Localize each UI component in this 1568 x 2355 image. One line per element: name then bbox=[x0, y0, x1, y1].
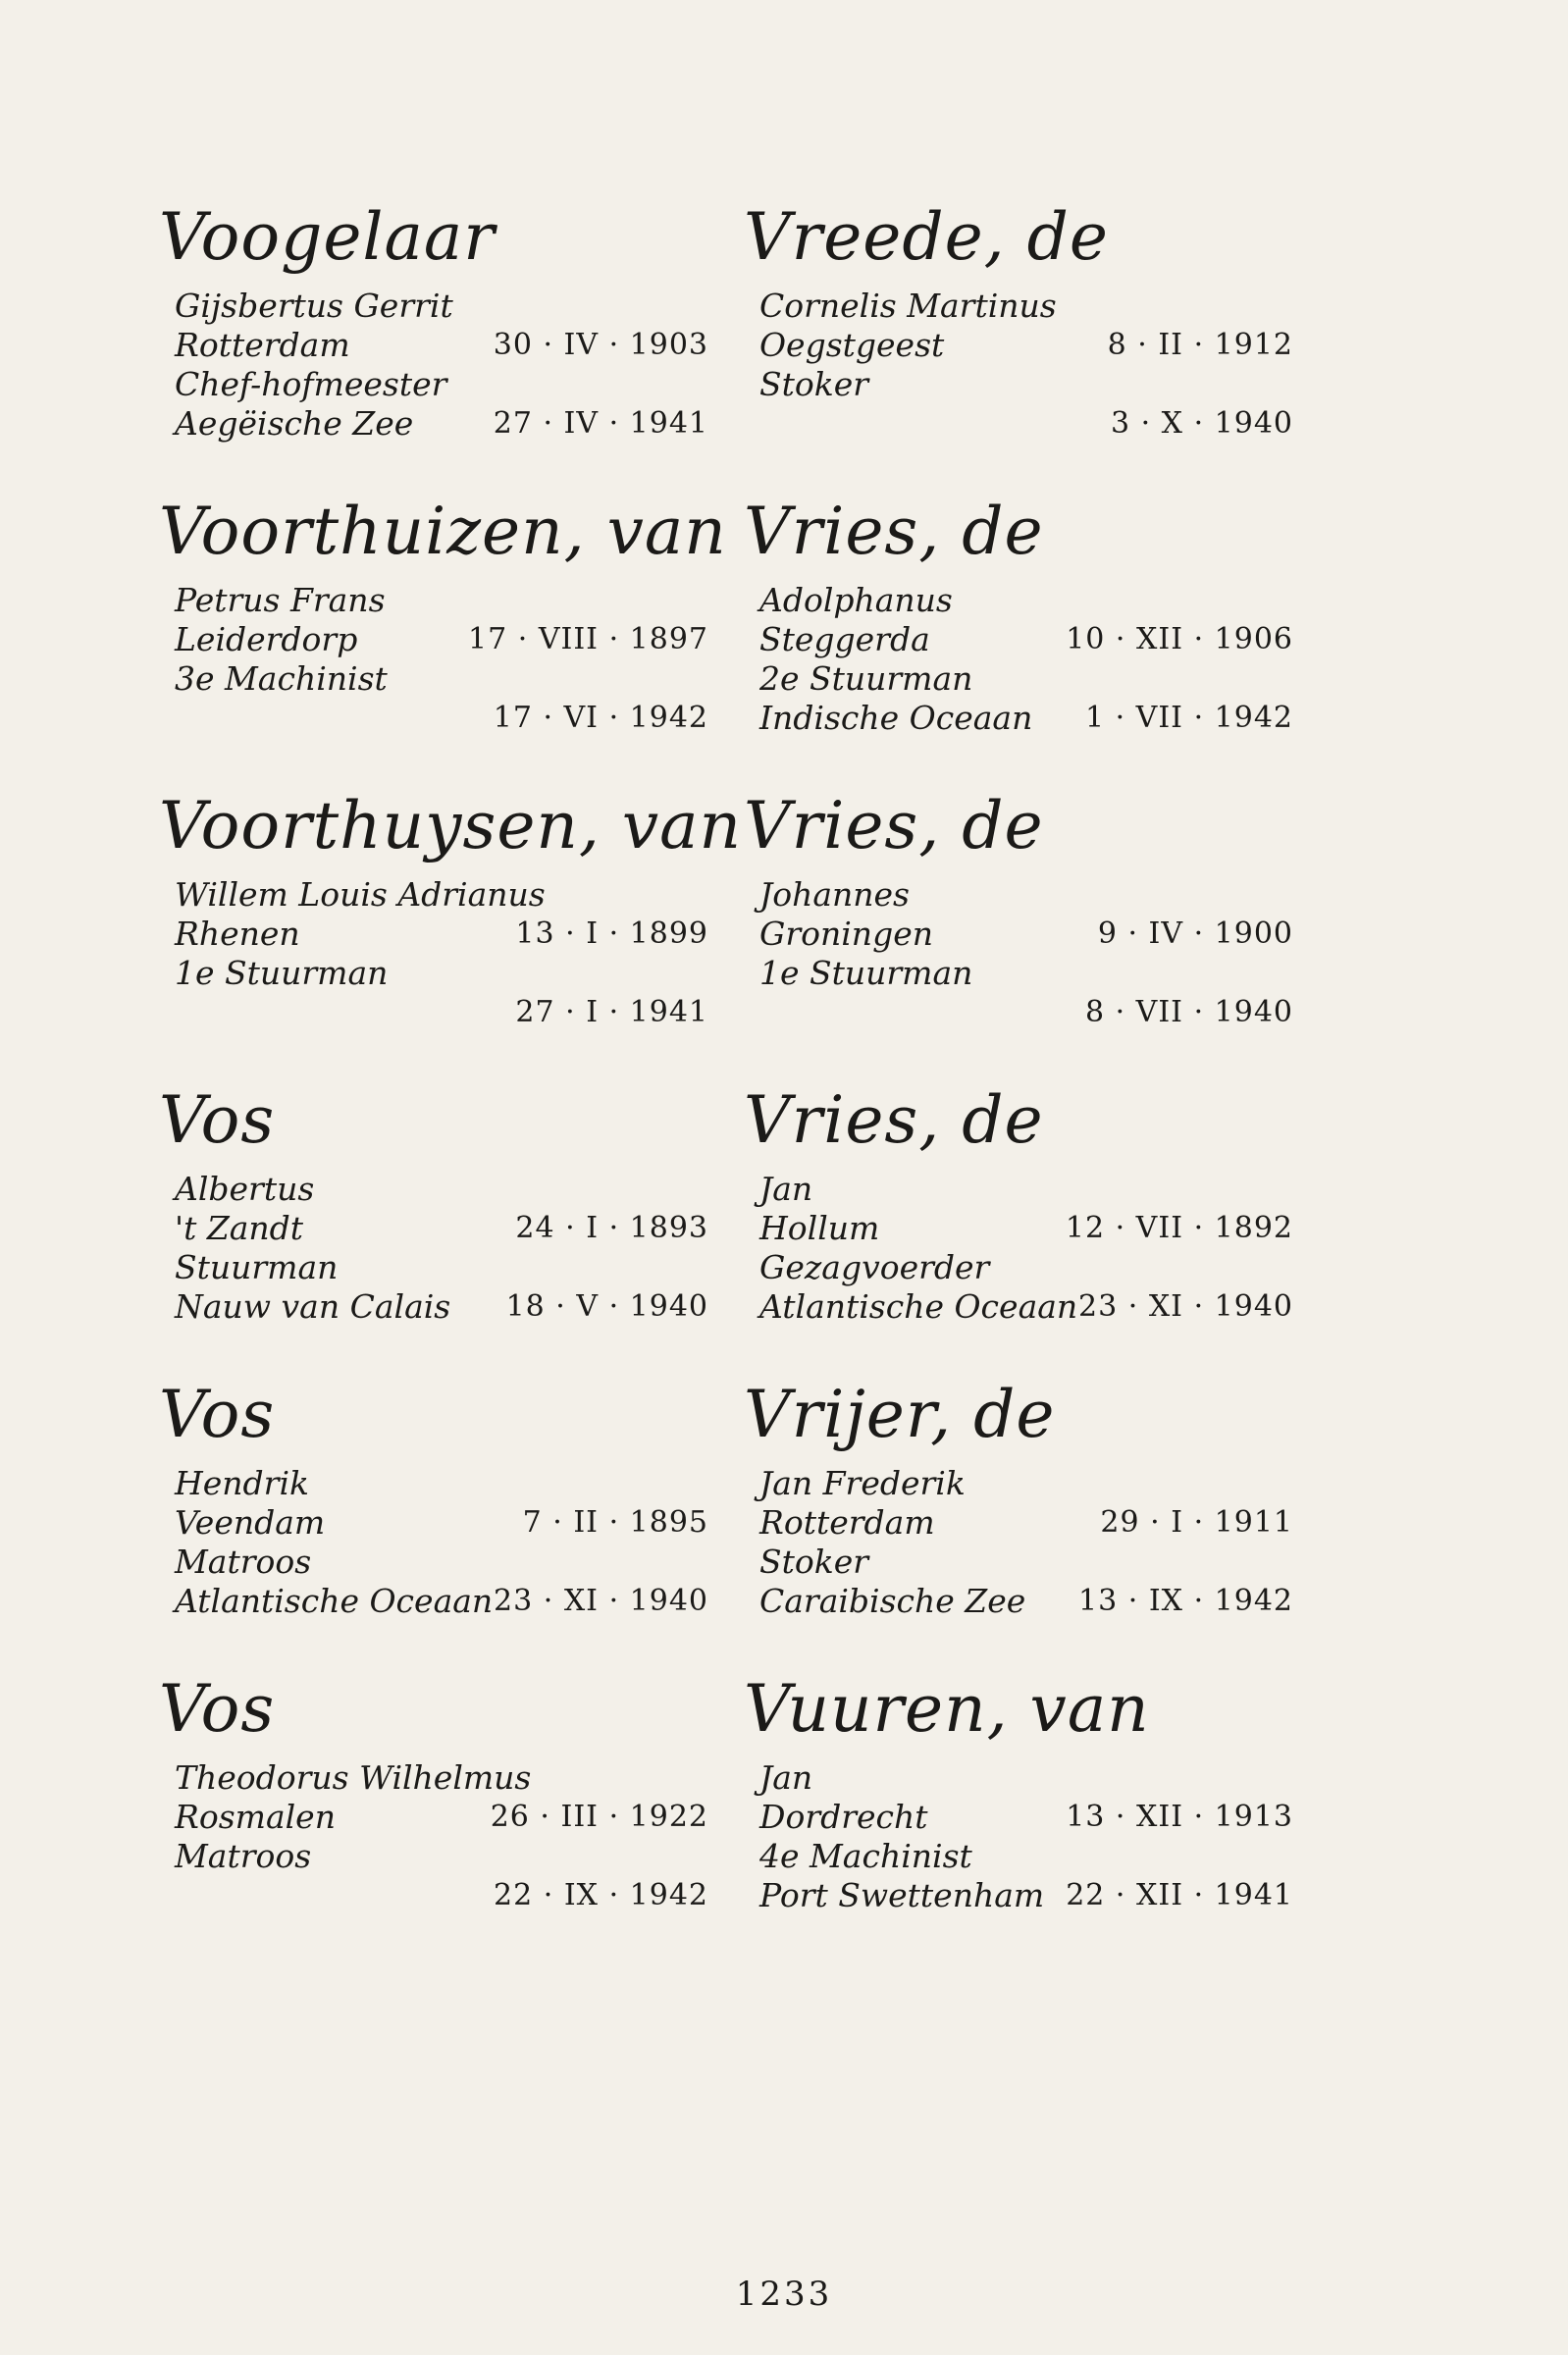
person-entry bbox=[744, 188, 1293, 483]
entry-text: Jan bbox=[759, 1758, 813, 1797]
entry-line bbox=[744, 699, 1293, 738]
entry-date: 18 · V · 1940 bbox=[505, 1289, 708, 1324]
entry-line bbox=[744, 287, 1293, 326]
entry-line bbox=[744, 659, 1293, 699]
entry-text: Gijsbertus Gerrit bbox=[175, 287, 453, 325]
entry-text: Gezagvoerder bbox=[759, 1248, 990, 1286]
entry-line bbox=[159, 1209, 708, 1248]
entry-line bbox=[744, 404, 1293, 444]
surname-heading: Vrijer, de bbox=[744, 1377, 1056, 1452]
entry-text: Groningen bbox=[759, 915, 933, 953]
entry-line bbox=[744, 954, 1293, 993]
surname-heading: Vreede, de bbox=[744, 199, 1109, 275]
entry-text: Caraibische Zee bbox=[759, 1582, 1026, 1620]
surname-heading: Vuuren, van bbox=[744, 1671, 1150, 1747]
entry-line bbox=[744, 1876, 1293, 1915]
entry-date: 9 · IV · 1900 bbox=[1097, 916, 1293, 951]
entry-date: 24 · I · 1893 bbox=[515, 1211, 708, 1245]
entry-text: 4e Machinist bbox=[759, 1837, 972, 1875]
entry-line bbox=[744, 581, 1293, 620]
person-entry bbox=[159, 1072, 708, 1366]
entry-line bbox=[159, 699, 708, 738]
surname-heading: Voorthuysen, van bbox=[159, 788, 742, 864]
entry-date: 1 · VII · 1942 bbox=[1084, 701, 1293, 735]
entry-text: Rotterdam bbox=[759, 1503, 935, 1542]
entry-line bbox=[744, 993, 1293, 1032]
entry-line bbox=[159, 1798, 708, 1837]
right-column bbox=[744, 188, 1293, 1955]
entry-date: 13 · I · 1899 bbox=[515, 916, 708, 951]
entry-text: Albertus bbox=[175, 1170, 315, 1208]
entry-line bbox=[744, 1209, 1293, 1248]
entry-text: Chef-hofmeester bbox=[175, 365, 447, 403]
entry-line bbox=[744, 1287, 1293, 1327]
entry-line bbox=[159, 659, 708, 699]
entry-text: Johannes bbox=[759, 875, 910, 914]
entry-line bbox=[159, 954, 708, 993]
person-entry bbox=[159, 188, 708, 483]
entry-line bbox=[159, 581, 708, 620]
entry-line bbox=[744, 365, 1293, 404]
entry-date: 7 · II · 1895 bbox=[522, 1505, 708, 1540]
entry-text: Hollum bbox=[759, 1209, 880, 1247]
entry-line bbox=[744, 1758, 1293, 1798]
entry-date: 22 · XII · 1941 bbox=[1066, 1878, 1293, 1912]
entry-date: 29 · I · 1911 bbox=[1100, 1505, 1293, 1540]
surname-heading: Voorthuizen, van bbox=[159, 494, 727, 569]
entry-text: 1e Stuurman bbox=[175, 954, 389, 992]
entry-line bbox=[744, 1798, 1293, 1837]
entry-text: Stoker bbox=[759, 1543, 869, 1581]
person-entry bbox=[159, 1366, 708, 1660]
entry-date: 27 · IV · 1941 bbox=[493, 406, 708, 441]
entry-date: 8 · II · 1912 bbox=[1107, 328, 1293, 362]
person-entry bbox=[159, 777, 742, 1072]
entry-date: 17 · VI · 1942 bbox=[493, 701, 708, 735]
entry-text: Cornelis Martinus bbox=[759, 287, 1057, 325]
entry-line bbox=[159, 620, 708, 659]
surname-heading: Vries, de bbox=[744, 1082, 1044, 1158]
entry-text: Matroos bbox=[175, 1543, 312, 1581]
entry-date: 26 · III · 1922 bbox=[490, 1800, 708, 1834]
entry-date: 30 · IV · 1903 bbox=[493, 328, 708, 362]
surname-heading: Voogelaar bbox=[159, 199, 496, 275]
entry-line bbox=[159, 1464, 708, 1503]
entry-line bbox=[159, 1287, 708, 1327]
entry-text: Atlantische Oceaan bbox=[759, 1287, 1078, 1326]
entry-date: 3 · X · 1940 bbox=[1110, 406, 1293, 441]
entry-line bbox=[744, 1543, 1293, 1582]
entry-text: Veendam bbox=[175, 1503, 326, 1542]
entry-text: Leiderdorp bbox=[175, 620, 358, 658]
entry-line bbox=[159, 915, 708, 954]
left-column bbox=[159, 188, 742, 1955]
entry-text: 3e Machinist bbox=[175, 659, 388, 698]
entry-text: Nauw van Calais bbox=[175, 1287, 451, 1326]
person-entry bbox=[744, 1366, 1293, 1660]
person-entry bbox=[744, 777, 1293, 1072]
entry-text: Theodorus Wilhelmus bbox=[175, 1758, 532, 1797]
entry-text: Matroos bbox=[175, 1837, 312, 1875]
entry-text: Adolphanus bbox=[759, 581, 953, 619]
entry-date: 12 · VII · 1892 bbox=[1065, 1211, 1293, 1245]
entry-text: Indische Oceaan bbox=[759, 699, 1033, 737]
entry-date: 23 · XI · 1940 bbox=[494, 1584, 708, 1618]
entry-text: Oegstgeest bbox=[759, 326, 945, 364]
entry-line bbox=[159, 1758, 708, 1798]
entry-text: Jan Frederik bbox=[759, 1464, 966, 1502]
entry-line bbox=[159, 326, 708, 365]
entry-line bbox=[744, 1248, 1293, 1287]
entry-text: 't Zandt bbox=[175, 1209, 304, 1247]
entry-text: Stoker bbox=[759, 365, 869, 403]
person-entry bbox=[159, 483, 727, 777]
surname-heading: Vos bbox=[159, 1082, 276, 1158]
entry-text: Port Swettenham bbox=[759, 1876, 1045, 1914]
entry-date: 23 · XI · 1940 bbox=[1078, 1289, 1293, 1324]
entry-text: Jan bbox=[759, 1170, 813, 1208]
entry-text: 2e Stuurman bbox=[759, 659, 973, 698]
person-entry bbox=[159, 1660, 708, 1955]
entry-date: 10 · XII · 1906 bbox=[1066, 622, 1293, 656]
entry-line bbox=[744, 915, 1293, 954]
entry-line bbox=[744, 875, 1293, 915]
entry-text: Aegëische Zee bbox=[175, 404, 414, 443]
entry-line bbox=[744, 326, 1293, 365]
entry-line bbox=[744, 1582, 1293, 1621]
entry-line bbox=[159, 365, 708, 404]
entry-line bbox=[159, 993, 708, 1032]
entry-line bbox=[159, 1582, 708, 1621]
page-number: 1233 bbox=[735, 2275, 833, 2314]
entry-text: Dordrecht bbox=[759, 1798, 928, 1836]
entry-text: Rosmalen bbox=[175, 1798, 336, 1836]
entry-line bbox=[744, 1464, 1293, 1503]
surname-heading: Vries, de bbox=[744, 494, 1044, 569]
person-entry bbox=[744, 1660, 1293, 1955]
entry-text: Atlantische Oceaan bbox=[175, 1582, 494, 1620]
entry-text: Hendrik bbox=[175, 1464, 310, 1502]
entry-line bbox=[159, 1170, 708, 1209]
surname-heading: Vos bbox=[159, 1671, 276, 1747]
entry-line bbox=[744, 620, 1293, 659]
entry-line bbox=[159, 1543, 708, 1582]
entry-text: Stuurman bbox=[175, 1248, 339, 1286]
entry-line bbox=[744, 1503, 1293, 1543]
entry-text: Rhenen bbox=[175, 915, 300, 953]
entry-text: Willem Louis Adrianus bbox=[175, 875, 546, 914]
entry-date: 13 · IX · 1942 bbox=[1078, 1584, 1293, 1618]
entry-line bbox=[159, 287, 708, 326]
entry-date: 8 · VII · 1940 bbox=[1084, 995, 1293, 1029]
entry-line bbox=[159, 1503, 708, 1543]
entry-text: 1e Stuurman bbox=[759, 954, 973, 992]
entry-line bbox=[744, 1837, 1293, 1876]
entry-text: Rotterdam bbox=[175, 326, 350, 364]
entry-line bbox=[159, 1876, 708, 1915]
entry-line bbox=[159, 1837, 708, 1876]
surname-heading: Vos bbox=[159, 1377, 276, 1452]
entry-text: Petrus Frans bbox=[175, 581, 386, 619]
surname-heading: Vries, de bbox=[744, 788, 1044, 864]
entry-line bbox=[744, 1170, 1293, 1209]
entry-text: Steggerda bbox=[759, 620, 930, 658]
entry-date: 17 · VIII · 1897 bbox=[468, 622, 708, 656]
entry-line bbox=[159, 404, 708, 444]
person-entry bbox=[744, 1072, 1293, 1366]
entry-date: 22 · IX · 1942 bbox=[494, 1878, 708, 1912]
entry-date: 13 · XII · 1913 bbox=[1066, 1800, 1293, 1834]
person-entry bbox=[744, 483, 1293, 777]
entry-date: 27 · I · 1941 bbox=[515, 995, 708, 1029]
entry-line bbox=[159, 875, 708, 915]
entry-line bbox=[159, 1248, 708, 1287]
